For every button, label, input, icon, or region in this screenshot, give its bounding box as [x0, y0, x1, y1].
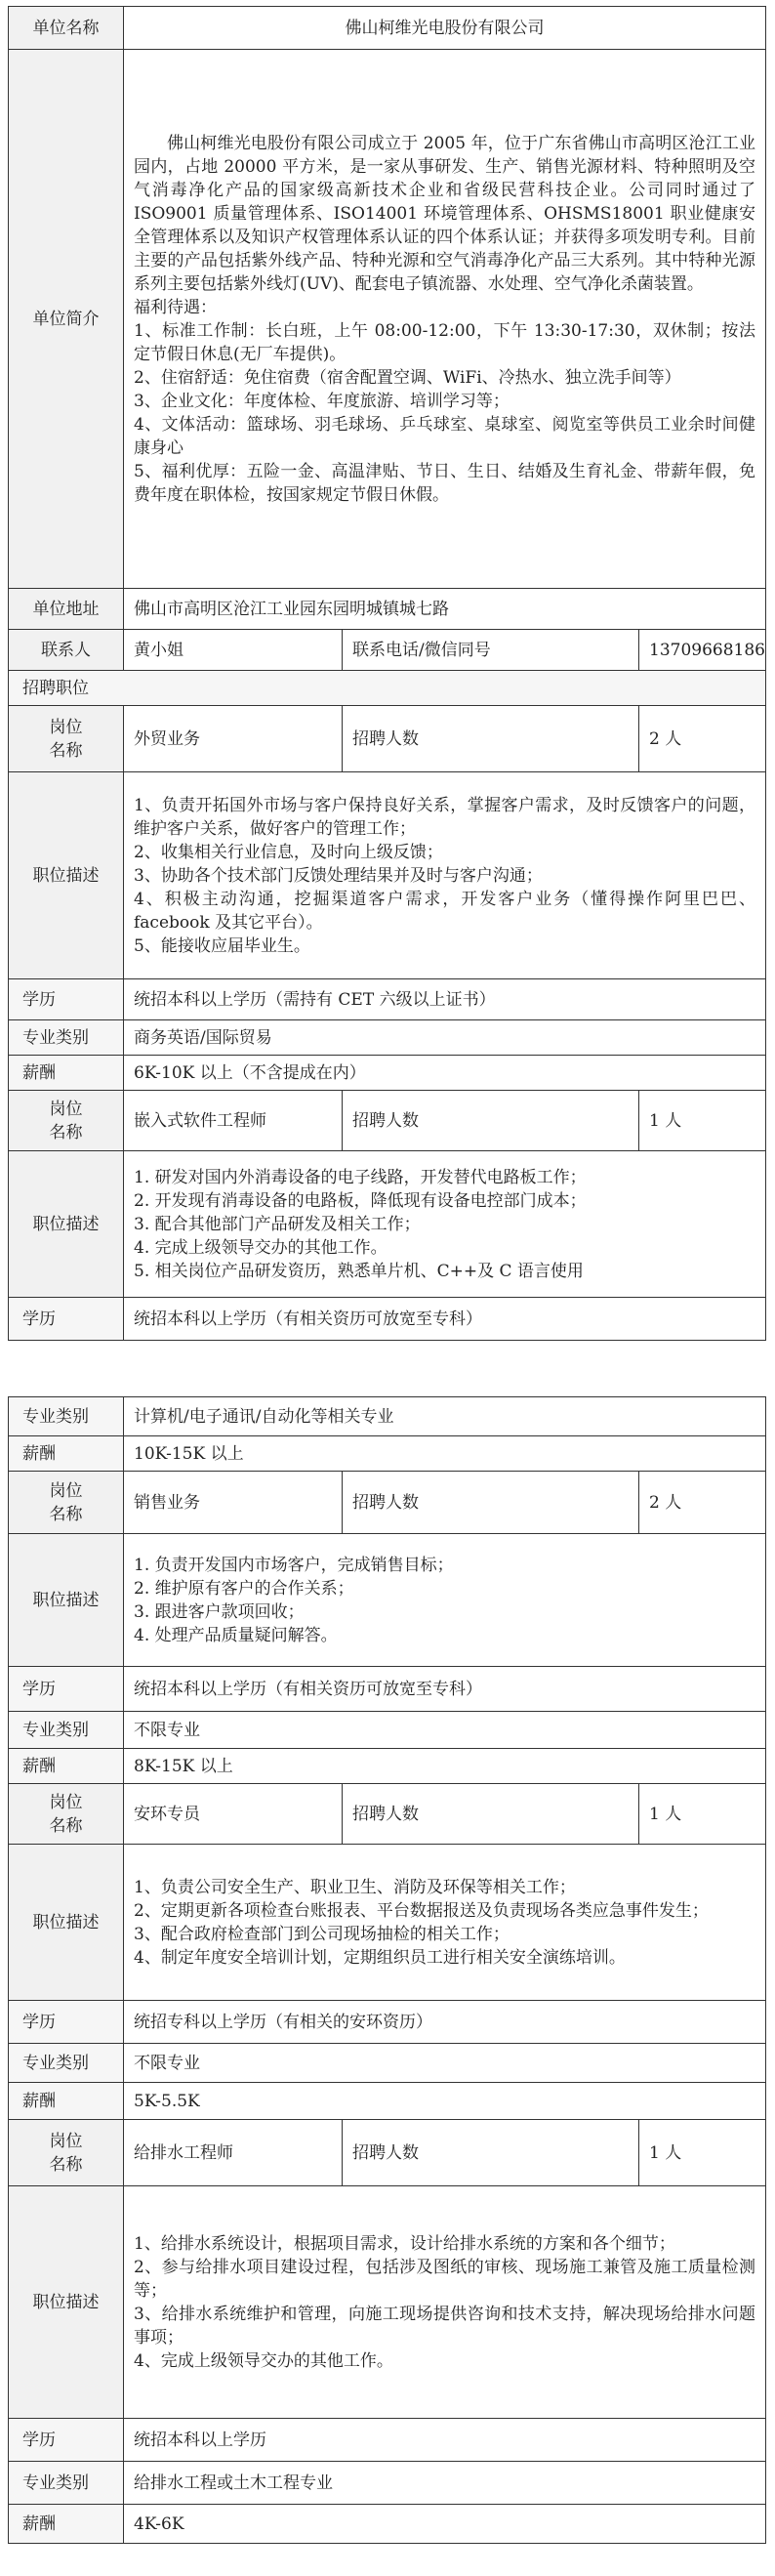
major-label: 专业类别 [9, 1020, 124, 1056]
edu-label: 学历 [9, 1667, 124, 1712]
benefit-item: 4、文体活动：篮球场、羽毛球场、乒乓球室、桌球室、阅览室等供员工业余时间健康身心 [134, 414, 755, 458]
desc-item: 4. 处理产品质量疑问解答。 [134, 1625, 338, 1645]
job-title: 嵌入式软件工程师 [124, 1091, 343, 1151]
benefit-item: 2、住宿舒适：免住宿费（宿舍配置空调、WiFi、冷热水、独立洗手间等） [134, 367, 681, 388]
job-major: 计算机/电子通讯/自动化等相关专业 [124, 1397, 766, 1436]
headcount-label: 招聘人数 [343, 1784, 639, 1845]
job-education: 统招专科以上学历（有相关的安环资历） [124, 2001, 766, 2044]
post-label: 岗位 名称 [9, 2120, 124, 2186]
desc-item: 2、收集相关行业信息，及时向上级反馈； [134, 842, 443, 862]
company-intro-label: 单位简介 [9, 50, 124, 589]
job-headcount: 1 人 [639, 1091, 766, 1151]
headcount-label: 招聘人数 [343, 706, 639, 772]
desc-item: 1、负责公司安全生产、职业卫生、消防及环保等相关工作； [134, 1877, 576, 1897]
recruitment-table-part2 [8, 1396, 766, 2544]
job-description [124, 2186, 766, 2419]
job-description [124, 1845, 766, 2001]
job-headcount: 1 人 [639, 1784, 766, 1845]
edu-label: 学历 [9, 979, 124, 1020]
desc-item: 3. 跟进客户款项回收； [134, 1601, 305, 1622]
desc-item: 2、定期更新各项检查台账报表、平台数据报送及负责现场各类应急事件发生； [134, 1900, 709, 1921]
job-headcount: 1 人 [639, 2120, 766, 2186]
post-label: 岗位 名称 [9, 1091, 124, 1151]
desc-item: 3、配合政府检查部门到公司现场抽检的相关工作； [134, 1924, 510, 1944]
desc-label: 职位描述 [9, 1151, 124, 1298]
headcount-label: 招聘人数 [343, 2120, 639, 2186]
recruit-section-label: 招聘职位 [9, 671, 766, 706]
job-salary: 10K-15K 以上 [124, 1436, 766, 1472]
benefit-item: 3、企业文化：年度体检、年度旅游、培训学习等； [134, 391, 510, 411]
job-salary: 5K-5.5K [124, 2083, 766, 2120]
edu-label: 学历 [9, 2419, 124, 2462]
desc-item: 3、协助各个技术部门反馈处理结果并及时与客户沟通； [134, 865, 543, 886]
desc-item: 1、给排水系统设计，根据项目需求，设计给排水系统的方案和各个细节； [134, 2233, 675, 2254]
major-label: 专业类别 [9, 2462, 124, 2505]
job-description [124, 772, 766, 979]
desc-item: 2. 维护原有客户的合作关系； [134, 1578, 354, 1599]
desc-item: 4、制定年度安全培训计划，定期组织员工进行相关安全演练培训。 [134, 1947, 626, 1968]
company-name-label: 单位名称 [9, 7, 124, 50]
headcount-label: 招聘人数 [343, 1472, 639, 1534]
edu-label: 学历 [9, 1298, 124, 1341]
job-title: 销售业务 [124, 1472, 343, 1534]
job-description [124, 1534, 766, 1667]
major-label: 专业类别 [9, 1397, 124, 1436]
job-education: 统招本科以上学历（需持有 CET 六级以上证书） [124, 979, 766, 1020]
salary-label: 薪酬 [9, 2505, 124, 2544]
job-headcount: 2 人 [639, 706, 766, 772]
job-salary: 4K-6K [124, 2505, 766, 2544]
salary-label: 薪酬 [9, 2083, 124, 2120]
salary-label: 薪酬 [9, 1436, 124, 1472]
contact-label: 联系人 [9, 630, 124, 671]
contact-person: 黄小姐 [124, 630, 343, 671]
desc-item: 5、能接收应届毕业生。 [134, 935, 310, 956]
desc-item: 1. 负责开发国内市场客户，完成销售目标； [134, 1555, 454, 1575]
job-major: 给排水工程或土木工程专业 [124, 2462, 766, 2505]
company-name: 佛山柯维光电股份有限公司 [124, 7, 766, 50]
desc-label: 职位描述 [9, 1845, 124, 2001]
post-label: 岗位 名称 [9, 706, 124, 772]
desc-item: 5. 相关岗位产品研发资历，熟悉单片机、C++及 C 语言使用 [134, 1261, 584, 1281]
post-label: 岗位 名称 [9, 1784, 124, 1845]
job-major: 商务英语/国际贸易 [124, 1020, 766, 1056]
job-title: 外贸业务 [124, 706, 343, 772]
desc-label: 职位描述 [9, 2186, 124, 2419]
job-headcount: 2 人 [639, 1472, 766, 1534]
job-salary: 8K-15K 以上 [124, 1749, 766, 1784]
address: 佛山市高明区沧江工业园东园明城镇城七路 [124, 589, 766, 630]
headcount-label: 招聘人数 [343, 1091, 639, 1151]
address-label: 单位地址 [9, 589, 124, 630]
phone-number: 13709668186 [639, 630, 766, 671]
job-title: 安环专员 [124, 1784, 343, 1845]
major-label: 专业类别 [9, 2044, 124, 2083]
job-major: 不限专业 [124, 1712, 766, 1749]
job-title: 给排水工程师 [124, 2120, 343, 2186]
desc-item: 3、给排水系统维护和管理，向施工现场提供咨询和技术支持，解决现场给排水问题事项； [134, 2304, 756, 2347]
job-salary: 6K-10K 以上（不含提成在内） [124, 1056, 766, 1091]
job-education: 统招本科以上学历（有相关资历可放宽至专科） [124, 1667, 766, 1712]
company-intro [124, 50, 766, 589]
salary-label: 薪酬 [9, 1056, 124, 1091]
desc-item: 3. 配合其他部门产品研发及相关工作； [134, 1214, 421, 1234]
benefit-item: 5、福利优厚：五险一金、高温津贴、节日、生日、结婚及生育礼金、带薪年假，免费年度在职体检，按国家规定节假日休假。 [134, 461, 755, 505]
desc-label: 职位描述 [9, 1534, 124, 1667]
desc-item: 4、积极主动沟通，挖掘渠道客户需求，开发客户业务（懂得操作阿里巴巴、facebook 及其它平台）。 [134, 889, 755, 933]
desc-item: 1. 研发对国内外消毒设备的电子线路，开发替代电路板工作； [134, 1167, 587, 1187]
salary-label: 薪酬 [9, 1749, 124, 1784]
post-label: 岗位 名称 [9, 1472, 124, 1534]
intro-paragraph: 佛山柯维光电股份有限公司成立于 2005 年，位于广东省佛山市高明区沧江工业园内，占地 20000 平方米，是一家从事研发、生产、销售光源材料、特种照明及空气消毒净化产品的国家级高新技术企业和省级民营科技企业。公司同时通过了 ISO9001 质量管理体系、ISO14001 环境管理体系、OHSMS18001 职业健康安全管理体系以及知识产权管理体系认证的四个体系认证；并获得多项发明专利。目前主要的产品包括紫外线产品、特种光源和空气消毒净化产品三大系列。其中特种光源系列主要包括紫外线灯(UV)、配套电子镇流器、水处理、空气净化杀菌装置。 [134, 133, 755, 294]
desc-item: 4、完成上级领导交办的其他工作。 [134, 2350, 393, 2371]
recruitment-table-part1 [8, 6, 766, 1341]
desc-label: 职位描述 [9, 772, 124, 979]
job-education: 统招本科以上学历（有相关资历可放宽至专科） [124, 1298, 766, 1341]
desc-item: 1、负责开拓国外市场与客户保持良好关系，掌握客户需求，及时反馈客户的问题，维护客户关系，做好客户的管理工作； [134, 795, 755, 839]
job-major: 不限专业 [124, 2044, 766, 2083]
desc-item: 2. 开发现有消毒设备的电路板，降低现有设备电控部门成本； [134, 1190, 587, 1211]
job-description [124, 1151, 766, 1298]
phone-label: 联系电话/微信同号 [343, 630, 639, 671]
major-label: 专业类别 [9, 1712, 124, 1749]
job-education: 统招本科以上学历 [124, 2419, 766, 2462]
benefit-item: 1、标准工作制：长白班，上午 08:00-12:00，下午 13:30-17:30，双休制；按法定节假日休息(无厂车提供)。 [134, 320, 755, 364]
benefits-title: 福利待遇： [134, 297, 217, 317]
edu-label: 学历 [9, 2001, 124, 2044]
desc-item: 4. 完成上级领导交办的其他工作。 [134, 1237, 388, 1258]
desc-item: 2、参与给排水项目建设过程，包括涉及图纸的审核、现场施工兼管及施工质量检测等； [134, 2257, 756, 2301]
